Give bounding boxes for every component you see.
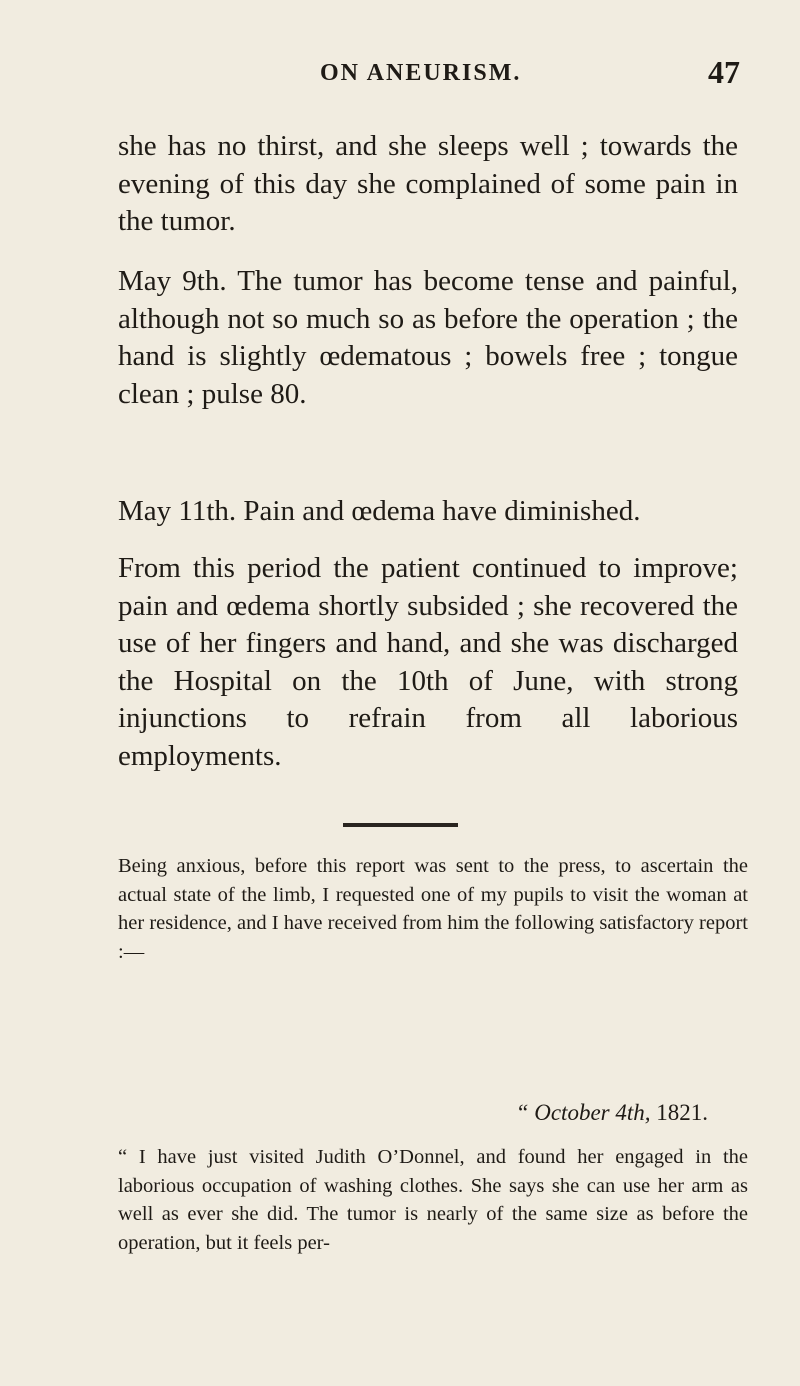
letter-date bbox=[118, 1100, 708, 1126]
paragraph-recovery: From this period the patient continued to improve; pain and œdema shortly subsided ; she recovered the use of her fingers and hand, and she was discharged the Hospital on the 10th of June, with strong injunctions to refrain from all laborious employments. bbox=[118, 552, 738, 772]
letter-date-month: “ October 4th, bbox=[515, 1100, 651, 1125]
paragraph-may-9: May 9th. The tumor has become tense and painful, although not so much so as before the operation ; the hand is slightly œdematous ; bowels free ; tongue clean ; pulse 80. bbox=[118, 265, 738, 410]
note-intro: Being anxious, before this report was sent to the press, to ascertain the actual state of the limb, I requested one of my pupils to visit the woman at her residence, and I have received from him the following satisfactory report :— bbox=[118, 855, 748, 963]
running-head bbox=[120, 54, 740, 100]
header-title: ON ANEURISM. bbox=[320, 60, 522, 86]
paragraph-may-11: May 11th. Pain and œdema have diminished. bbox=[118, 495, 641, 527]
paragraph-continuation: she has no thirst, and she sleeps well ; towards the evening of this day she complained of some pain in the tumor. bbox=[118, 130, 738, 237]
letter-date-year: 1821. bbox=[656, 1100, 708, 1125]
page-number: 47 bbox=[708, 54, 740, 90]
section-divider bbox=[343, 823, 458, 827]
letter-body: “ I have just visited Judith O’Donnel, and found her engaged in the laborious occupation of washing clothes. She says she can use her arm as well as ever she did. The tumor is nearly of the same size as before the operation, but it feels per- bbox=[118, 1146, 748, 1254]
